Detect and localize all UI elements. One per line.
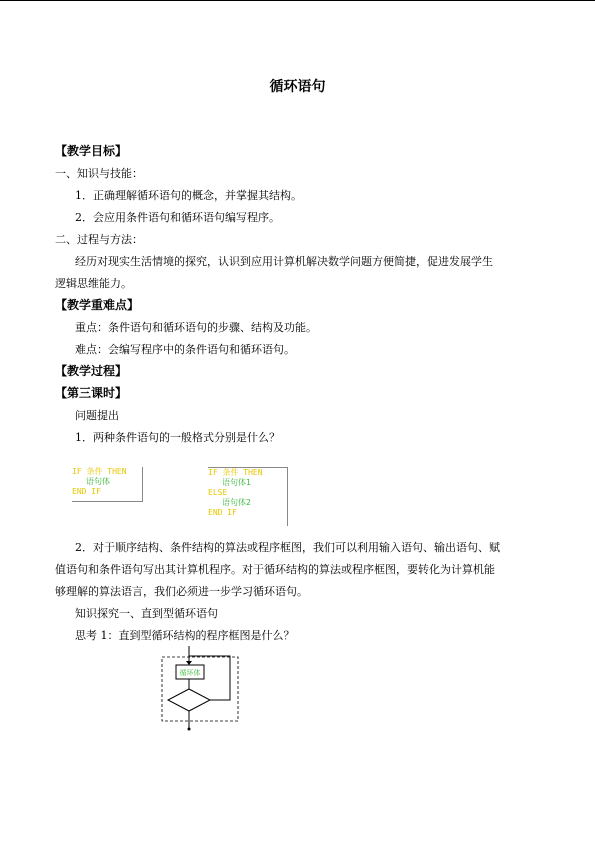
code-box-if-then (72, 467, 143, 502)
third-lesson-heading: 【第三课时】 (55, 386, 128, 400)
knowledge-item-2: 2．会应用条件语句和循环语句编写程序。 (75, 211, 280, 224)
code-box-if-then-else (208, 467, 288, 526)
key-heading: 【教学重难点】 (55, 298, 140, 312)
flowchart-exit-point (188, 728, 191, 731)
code1-line-3: END IF (72, 487, 101, 496)
code1-line-1: IF 条件 THEN (72, 467, 127, 476)
question-2-line-2: 值语句和条件语句写出其计算机程序。对于循环结构的算法或程序框图，要转化为计算机能 (55, 563, 495, 576)
process-line-2: 逻辑思维能力。 (55, 277, 132, 290)
think-1: 思考 1：直到型循环结构的程序框图是什么？ (75, 629, 295, 642)
question-raise: 问题提出 (75, 409, 119, 422)
question-2-line-3: 够理解的算法语言，我们必须进一步学习循环语句。 (55, 585, 308, 598)
difficult-point: 难点：会编写程序中的条件语句和循环语句。 (75, 343, 295, 356)
question-2-line-1: 2．对于顺序结构、条件结构的算法或程序框图，我们可以利用输入语句、输出语句、赋 (75, 541, 500, 554)
explore-heading: 知识探究一、直到型循环语句 (75, 607, 218, 620)
flowchart-decision-diamond (168, 689, 210, 711)
code2-line-3: ELSE (208, 488, 228, 497)
page-title: 循环语句 (269, 79, 326, 95)
code2-line-1: IF 条件 THEN (208, 468, 263, 477)
flowchart-loop-body-label: 循环体 (179, 669, 201, 677)
code2-line-4: 语句体2 (222, 498, 251, 507)
question-1: 1．两种条件语句的一般格式分别是什么？ (75, 431, 280, 444)
code2-line-5: END IF (208, 508, 237, 517)
process-heading: 二、过程与方法： (55, 233, 143, 246)
goals-heading: 【教学目标】 (55, 144, 128, 158)
knowledge-heading: 一、知识与技能： (55, 167, 143, 180)
process-line-1: 经历对现实生活情境的探究，认识到应用计算机解决数学问题方便简捷，促进发展学生 (75, 255, 493, 268)
key-point: 重点：条件语句和循环语句的步骤、结构及功能。 (75, 321, 317, 334)
code2-line-2: 语句体1 (222, 478, 251, 487)
flowchart-entry-arrowhead (186, 661, 192, 665)
knowledge-item-1: 1．正确理解循环语句的概念，并掌握其结构。 (75, 189, 302, 202)
code1-line-2: 语句体 (86, 477, 110, 486)
teaching-process-heading: 【教学过程】 (55, 364, 128, 378)
until-loop-flowchart (160, 646, 242, 732)
top-rule (0, 0, 595, 1)
